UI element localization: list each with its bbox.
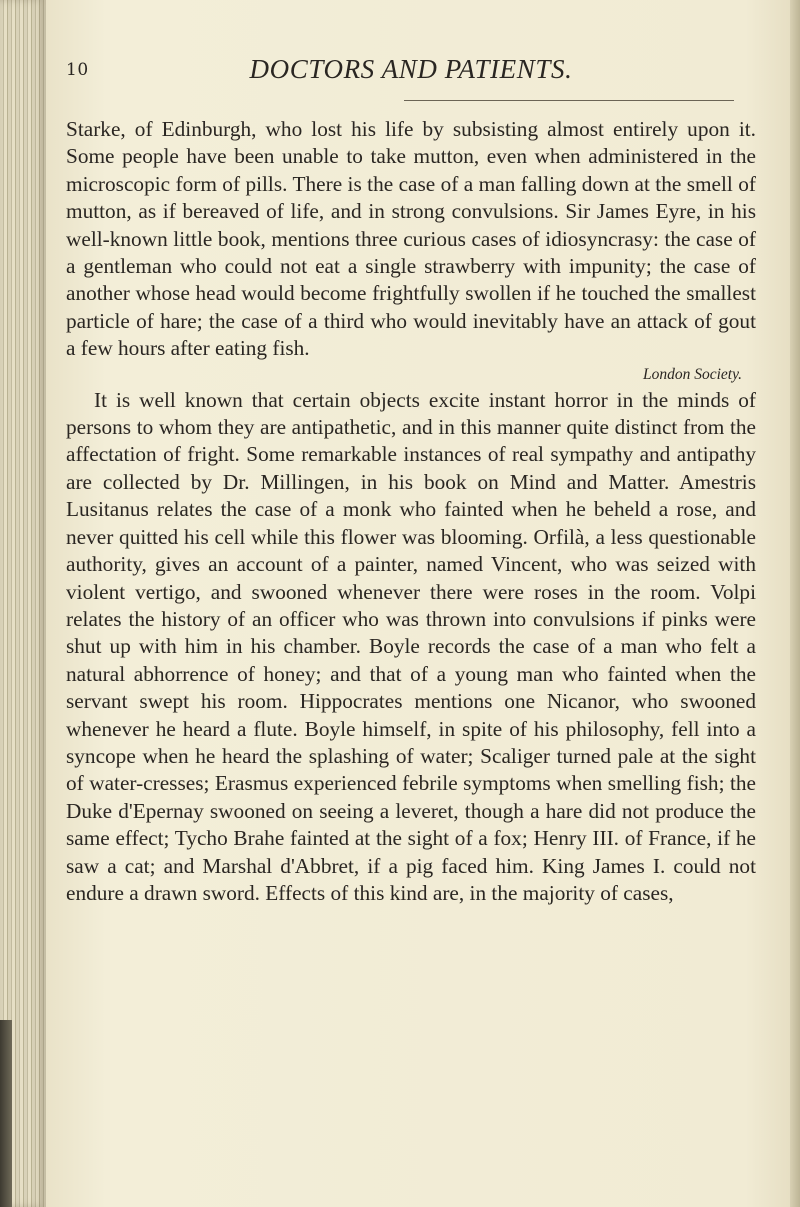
running-title: DOCTORS AND PATIENTS. xyxy=(249,54,573,84)
body-text xyxy=(66,116,756,907)
header-rule xyxy=(404,100,734,101)
page-edge xyxy=(790,0,800,1207)
binding-shadow xyxy=(0,1020,12,1207)
paragraph: Starke, of Edinburgh, who lost his life by subsisting almost entirely upon it. Some people have been unable to take mutton, even when administered in the microscopic form of pills. There is the case of a man falling down at the smell of mutton, as if bereaved of life, and in strong convulsions. Sir James Eyre, in his well-known little book, mentions three curious cases of idiosyncrasy: the case of a gentleman who could not eat a single strawberry with impunity; the case of another whose head would become frightfully swollen if he touched the smallest particle of hare; the case of a third who would inevitably have an attack of gout a few hours after eating fish. xyxy=(66,117,756,361)
source-attribution: London Society. xyxy=(642,365,742,383)
running-head xyxy=(66,54,756,88)
paragraph: It is well known that certain objects excite instant horror in the minds of persons to whom they are antipathetic, and in this manner quite distinct from the affectation of fright. Some remarkable instances of real sympathy and antipathy are collected by Dr. Millingen, in his book on Mind and Matter. Amestris Lusitanus relates the case of a monk who fainted when he beheld a rose, and never quitted his cell while this flower was blooming. Orfilà, a less questionable authority, gives an account of a painter, named Vincent, who was seized with violent vertigo, and swooned whenever there were roses in the room. Volpi relates the history of an officer who was thrown into convulsions if pinks were shut up with him in his chamber. Boyle records the case of a man who felt a natural abhorrence of honey; and that of a young man who fainted when the servant swept his room. Hippocrates mentions one Nicanor, who swooned whenever he heard a flute. Boyle himself, in spite of his philosophy, fell into a syncope when he heard the splashing of water; Scaliger turned pale at the sight of water-cresses; Erasmus experienced febrile symptoms when smelling fish; the Duke d'Epernay swooned on seeing a leveret, though a hare did not produce the same effect; Tycho Brahe fainted at the sight of a fox; Henry III. of France, if he saw a cat; and Marshal d'Abbret, if a pig faced him. King James I. could not endure a drawn sword. Effects of this kind are, in the majority of cases, xyxy=(66,387,756,905)
page-number: 10 xyxy=(66,60,89,80)
